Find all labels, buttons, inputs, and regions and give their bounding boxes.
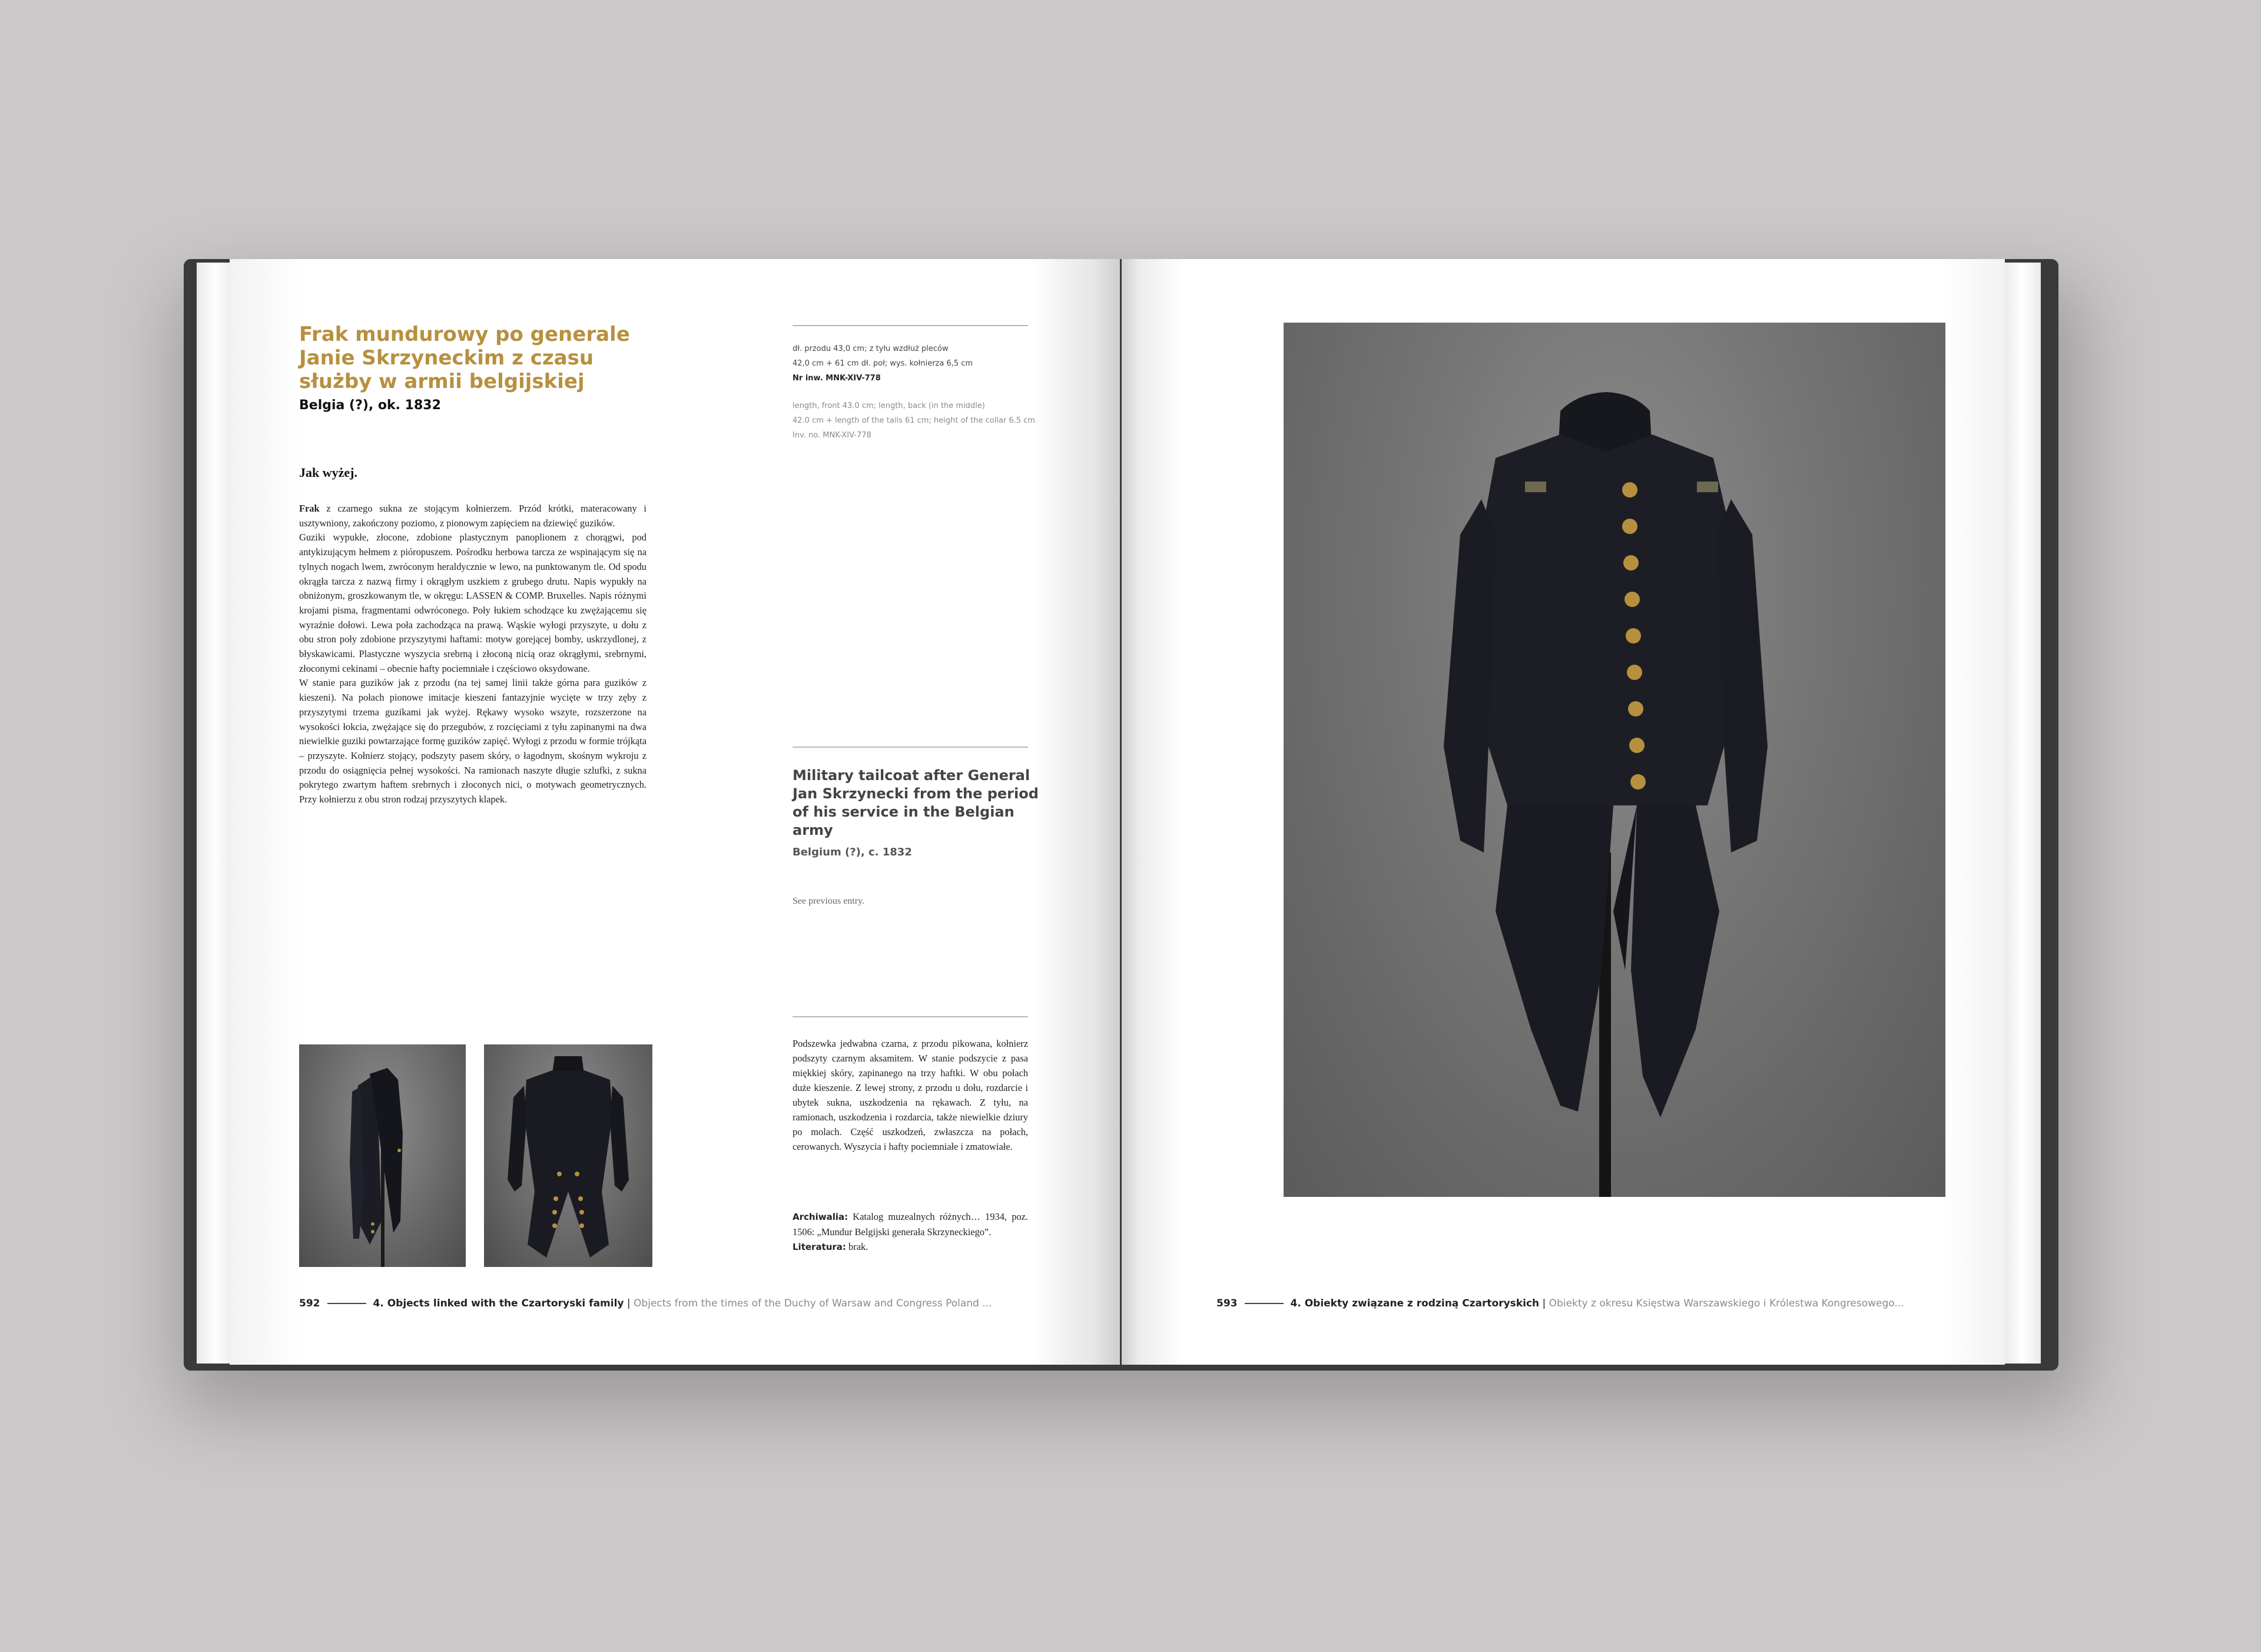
- archival-references: [793, 1209, 1028, 1255]
- tailcoat-back-illustration: [484, 1044, 652, 1267]
- footer-subsection-right: Obiekty z okresu Księstwa Warszawskiego i Królestwa Kongresowego...: [1549, 1298, 1904, 1309]
- footer-rule: [327, 1303, 366, 1304]
- dimensions-polish-line-2: 42,0 cm + 61 cm dł. poł; wys. kołnierza 6,5 cm: [793, 359, 973, 368]
- tailcoat-front-illustration: [1284, 323, 1945, 1197]
- footer-section-left: 4. Objects linked with the Czartoryski family: [373, 1298, 624, 1309]
- footer-section-right: 4. Obiekty związane z rodziną Czartoryskich: [1290, 1298, 1540, 1309]
- description-paragraph-2: Guziki wypukłe, złocone, zdobione plastycznym panoplionem z chorągwi, pod antykizującym hełmem z pióropuszem. Pośrodku herbowa tarcza ze wspinającym się na tylnych nogach lwem, zwróconym heraldycznie w lewo, na punktowanym tle. Od spodu okrągła tarcza z nazwą firmy i okrągłym uszkiem z grubego drutu. Napis wypukły na obniżonym, groszkowanym tle, w okręgu: LASSEN & COMP. Bruxelles. Napis różnymi krojami pisma, fragmentami odwróconego. Poły łukiem schodzące ku zwężającemu się wyraźnie dołowi. Lewa poła zachodząca na prawą. Wąskie wyłogi przyszyte, u dołu z obu stron poły zdobione przyszytymi haftami: motyw gorejącej bomby, uskrzydlonej, z błyskawicami. Plastyczne wyszycia srebrną i złoconą nicią oraz okrągłymi, srebrnymi, złoconymi cekinami – obecnie hafty pociemniałe i częściowo oksydowane.: [299, 532, 647, 674]
- literatura-entry: Literatura: brak.: [793, 1241, 868, 1252]
- archiwalia-entry: Archiwalia: Katalog muzealnych różnych… 1934, poz. 1506: „Mundur Belgijski generała Skrzyneckiego”.: [793, 1211, 1028, 1238]
- entry-description: [299, 502, 647, 807]
- entry-subtitle-polish: Belgia (?), ok. 1832: [299, 398, 441, 413]
- literatura-label: Literatura:: [793, 1242, 846, 1252]
- footer-rule: [1245, 1303, 1284, 1304]
- see-previous-note: See previous entry.: [793, 896, 865, 906]
- page-number-left: 592: [299, 1298, 320, 1309]
- entry-title-polish: Frak mundurowy po generale Janie Skrzyneckim z czasu służby w armii belgijskiej: [299, 323, 630, 393]
- footer-subsection-left: Objects from the times of the Duchy of Warsaw and Congress Poland ...: [634, 1298, 992, 1309]
- tailcoat-back-view-photo: [484, 1044, 652, 1267]
- tailcoat-side-view-photo: [299, 1044, 466, 1267]
- tailcoat-front-view-photo: [1284, 323, 1945, 1197]
- column-rule-bottom: [793, 1016, 1028, 1017]
- dimensions-polish-line-1: dł. przodu 43,0 cm; z tyłu wzdłuż pleców: [793, 344, 949, 353]
- entry-title-english: Military tailcoat after General Jan Skrzynecki from the period of his service in the Belgian army: [793, 767, 1039, 838]
- page-number-right: 593: [1216, 1298, 1238, 1309]
- column-rule-middle: [793, 747, 1028, 748]
- right-page-footer: 593 4. Obiekty związane z rodziną Czartoryskich | Obiekty z okresu Księstwa Warszawskiego i Królestwa Kongresowego...: [1216, 1298, 1904, 1309]
- description-lead: Frak: [299, 503, 320, 514]
- jak-wyzej-note: Jak wyżej.: [299, 465, 357, 480]
- left-page-footer: 592 4. Objects linked with the Czartoryski family | Objects from the times of the Duchy of Warsaw and Congress Poland ...: [299, 1298, 992, 1309]
- description-paragraph-3: W stanie para guzików jak z przodu (na tej samej linii także górna para guzików z kieszeni). Na połach pionowe imitacje kieszeni fantazyjnie wycięte w trzy zęby z przyszytymi trzema guzikami jak wyżej. Rękawy wysoko wszyte, rozszerzone na wysokości łokcia, zwężające się do przegubów, z rozcięciami z tyłu zapinanymi na dwa niewielkie guziki powtarzające formę guzików zapięć. Wyłogi z przodu w formie trójkąta – przyszyte. Kołnierz stojący, podszyty pasem skóry, o łagodnym, skośnym wykroju z przodu do osiągnięcia pełnej wysokości. Na ramionach naszyte długie szlufki, z sukna pokrytego zwartym haftem srebrnych i złoconych nici, o motywach geometrycznych. Przy kołnierzu z obu stron rodzaj przyszytych klapek.: [299, 677, 647, 805]
- inventory-number-english: Inv. no. MNK-XIV-778: [793, 431, 871, 440]
- column-rule-top: [793, 325, 1028, 326]
- description-paragraph-1: Frak z czarnego sukna ze stojącym kołnierzem. Przód krótki, materacowany i usztywniony, zakończony poziomo, z pionowym zapięciem na dziewięć guzików.: [299, 503, 647, 529]
- dimensions-english-line-2: 42.0 cm + length of the tails 61 cm; height of the collar 6.5 cm: [793, 416, 1036, 425]
- tailcoat-side-illustration: [299, 1044, 466, 1267]
- dimensions-block: [793, 341, 1040, 443]
- dimensions-english-line-1: length, front 43.0 cm; length, back (in the middle): [793, 402, 985, 410]
- inventory-number-polish: Nr inw. MNK-XIV-778: [793, 374, 881, 383]
- entry-subtitle-english: Belgium (?), c. 1832: [793, 846, 912, 858]
- lining-description: Podszewka jedwabna czarna, z przodu pikowana, kołnierz podszyty czarnym aksamitem. W stanie podszycie z pasa miękkiej skóry, zapinanego na trzy haftki. W obu połach duże kieszenie. Z lewej strony, z przodu u dołu, rozdarcie i ubytek sukna, uszkodzenia na rękawach. Z tyłu, na ramionach, uszkodzenia i rozdarcia, także niewielkie dziury po molach. Część uszkodzeń, zwłaszcza na połach, cerowanych. Wyszycia i hafty pociemniałe i zmatowiałe.: [793, 1038, 1028, 1152]
- archiwalia-label: Archiwalia:: [793, 1212, 848, 1222]
